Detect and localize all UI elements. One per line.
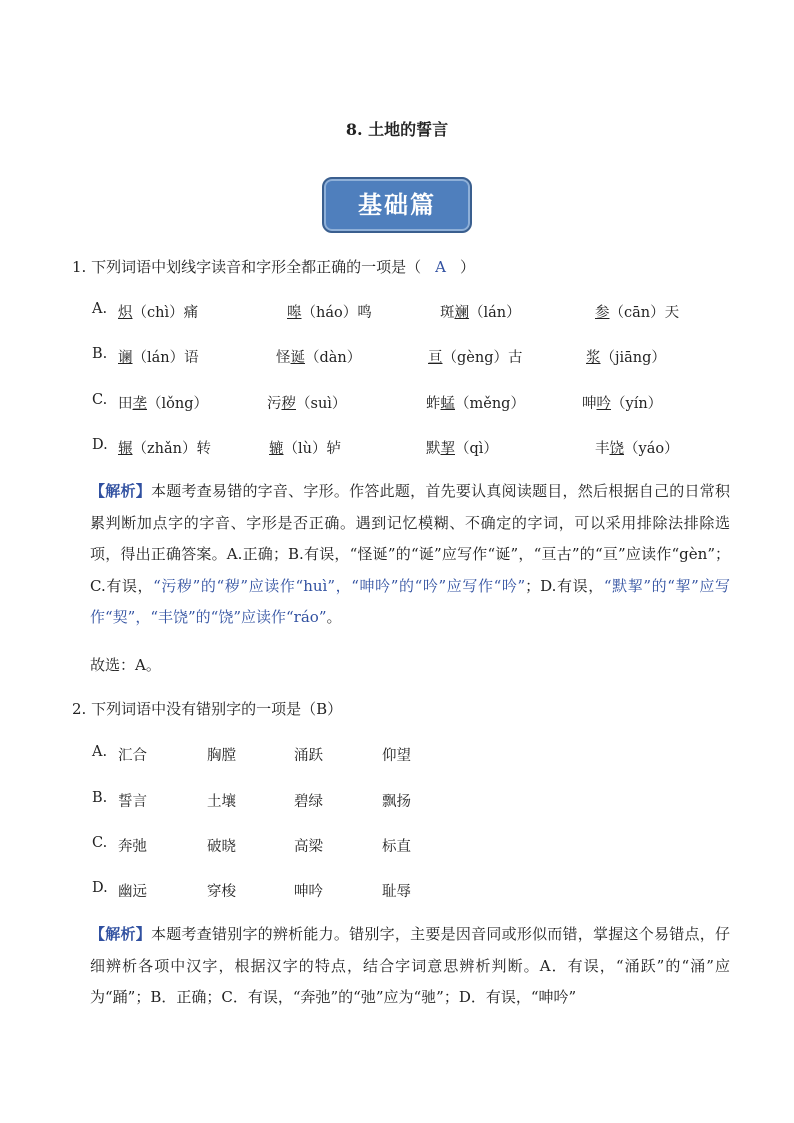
section-banner: [322, 177, 472, 233]
q1-option-b-word-4: 浆（jiāng）: [586, 350, 666, 366]
q1-option-d-word-1: 辗（zhǎn）转: [118, 441, 211, 457]
q2-option-d-word-4: 耻辱: [382, 884, 411, 900]
analysis-tag: 【解析】: [90, 482, 151, 500]
q1-option-d-word-4: 丰饶（yáo）: [595, 441, 679, 457]
q1-option-a-letter: A.: [92, 301, 108, 317]
q2-option-c-word-3: 高梁: [294, 839, 323, 855]
q1-option-c-word-1: 田垄（lǒng）: [118, 396, 208, 412]
q1-option-b-letter: B.: [92, 346, 108, 362]
q2-analysis: 【解析】本题考查错别字的辨析能力。错别字，主要是因音同或形似而错，掌握这个易错点，仔细辨析各项中汉字，根据汉字的特点，结合字词意思辨析判断。A．有误，“涌跃”的“涌”应为“踊”；B．正确；C．有误，“奔弛”的“弛”应为“驰”；D．有误，“呻吟”: [90, 925, 730, 1006]
q1-option-a-word-4: 参（cān）天: [595, 305, 680, 321]
question-2-stem: 2. 下列词语中没有错别字的一项是（B）: [72, 700, 343, 718]
q1-option-c-letter: C.: [92, 392, 108, 408]
page-title: 8. 土地的誓言: [345, 120, 449, 139]
q1-option-a-word-2: 嗥（háo）鸣: [287, 305, 372, 321]
q1-option-c-word-2: 污秽（suì）: [267, 396, 347, 412]
q2-option-b-word-1: 誓言: [118, 794, 147, 810]
q2-option-d-word-1: 幽远: [118, 884, 147, 900]
q2-option-b-word-4: 飘扬: [382, 794, 411, 810]
q1-option-a-word-1: 炽（chì）痛: [118, 305, 199, 321]
q2-option-c-word-4: 标直: [382, 839, 411, 855]
q2-option-b-letter: B.: [92, 790, 108, 806]
q1-analysis: 【解析】本题考查易错的字音、字形。作答此题，首先要认真阅读题目，然后根据自己的日常积累判断加点字的字音、字形是否正确。遇到记忆模糊、不确定的字词，可以采用排除法排除选项，得出正确答案。A.正确；B.有误，“怪诞”的“诞”应写作“诞”，“亘古”的“亘”应读作“gèn”；C.有误，“污秽”的“秽”应读作“huì”，“呻吟”的“吟”应写作“吟”；D.有误，“默挈”的“挈”应写作“契”，“丰饶”的“饶”应读作“ráo”。: [90, 482, 730, 626]
analysis-tag: 【解析】: [90, 925, 151, 943]
question-1-answer: A: [435, 258, 446, 276]
q1-option-b-word-2: 怪诞（dàn）: [276, 350, 362, 366]
q2-option-c-word-2: 破晓: [207, 839, 236, 855]
q1-option-d-word-2: 辘（lù）轳: [269, 441, 341, 457]
q1-option-b-word-3: 亘（gèng）古: [428, 350, 523, 366]
q1-option-c-word-4: 呻吟（yín）: [582, 396, 663, 412]
q1-option-c-word-3: 蚱蜢（měng）: [426, 396, 525, 412]
q1-option-d-letter: D.: [92, 437, 108, 453]
q2-option-a-word-2: 胸膛: [207, 748, 236, 764]
banner-label: 基础篇: [358, 190, 436, 219]
q1-option-a-word-3: 斑斓（lán）: [440, 305, 521, 321]
q2-option-a-letter: A.: [92, 744, 108, 760]
q2-option-b-word-3: 碧绿: [294, 794, 323, 810]
q2-option-b-word-2: 土壤: [207, 794, 236, 810]
question-1-stem: 1. 下列词语中划线字读音和字形全都正确的一项是（ A ）: [72, 258, 475, 276]
q2-option-a-word-3: 涌跃: [294, 748, 323, 764]
q1-option-d-word-3: 默挈（qì）: [426, 441, 498, 457]
q1-option-b-word-1: 谰（lán）语: [118, 350, 199, 366]
q2-option-d-letter: D.: [92, 880, 108, 896]
q2-option-c-word-1: 奔弛: [118, 839, 147, 855]
q2-option-a-word-1: 汇合: [118, 748, 147, 764]
q2-option-d-word-3: 呻吟: [294, 884, 323, 900]
q2-option-a-word-4: 仰望: [382, 748, 411, 764]
q1-conclusion: 故选：A。: [90, 656, 161, 674]
q2-option-c-letter: C.: [92, 835, 108, 851]
q2-option-d-word-2: 穿梭: [207, 884, 236, 900]
